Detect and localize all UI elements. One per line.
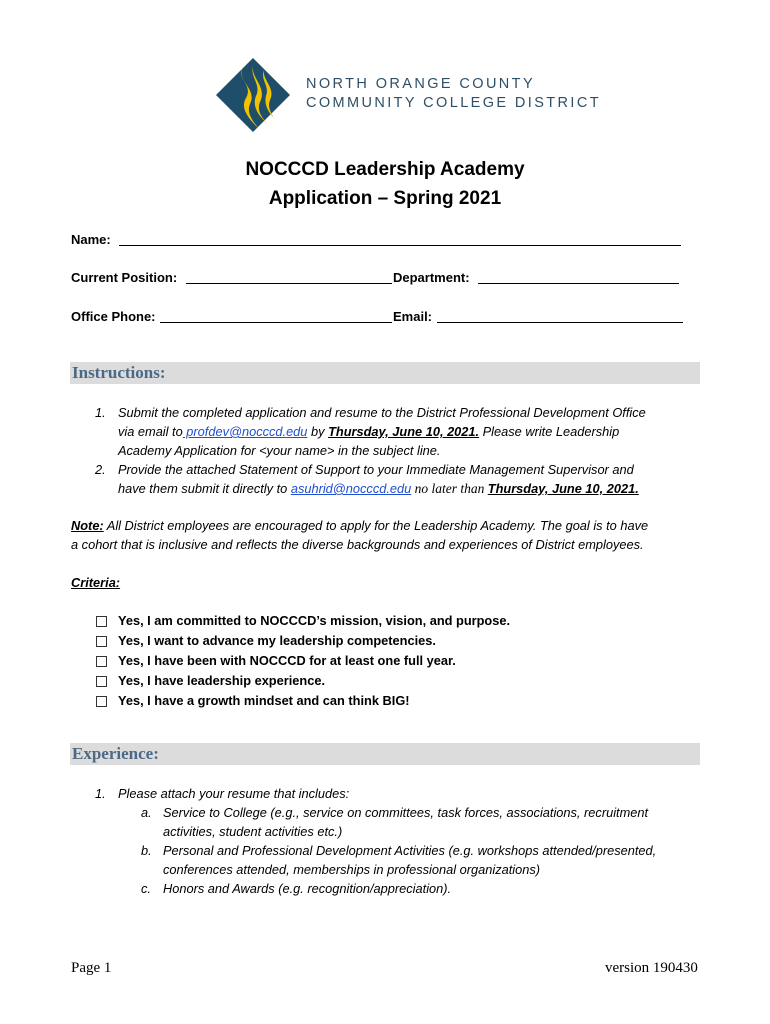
instruction-2-line1: Provide the attached Statement of Support to your Immediate Management Supervisor and xyxy=(118,462,634,477)
name-field[interactable] xyxy=(119,231,681,246)
page-title: NOCCCD Leadership Academy xyxy=(245,159,525,180)
email-field[interactable] xyxy=(437,308,683,323)
experience-item-line2: conferences attended, memberships in professional organizations) xyxy=(163,862,541,877)
district-logo-icon xyxy=(214,56,292,134)
experience-item-line1: Service to College (e.g., service on committees, task forces, associations, recruitment xyxy=(163,805,649,820)
name-label: Name: xyxy=(71,232,111,247)
logo-text-line1: NORTH ORANGE COUNTY xyxy=(306,76,536,92)
instruction-1-line3: Academy Application for <your name> in the subject line. xyxy=(118,443,441,458)
profdev-email-link[interactable]: profdev@nocccd.edu xyxy=(182,424,308,439)
criteria-item-label: Yes, I want to advance my leadership competencies. xyxy=(118,633,436,648)
experience-item-line1: Honors and Awards (e.g. recognition/appreciation). xyxy=(163,881,452,896)
criteria-item xyxy=(96,674,107,692)
experience-item-line1: Personal and Professional Development Activities (e.g. workshops attended/presented, xyxy=(163,843,657,858)
note-label: Note: xyxy=(71,518,104,533)
note-line1: Note: All District employees are encouraged to apply for the Leadership Academy. The goal is to have xyxy=(71,518,649,533)
criteria-item-label: Yes, I have been with NOCCCD for at least one full year. xyxy=(118,653,456,668)
page-subtitle: Application – Spring 2021 xyxy=(268,188,502,209)
criteria-item xyxy=(96,654,107,672)
page-number: Page 1 xyxy=(71,960,112,976)
phone-label: Office Phone: xyxy=(71,309,156,324)
logo-text-line2: COMMUNITY COLLEGE DISTRICT xyxy=(306,95,601,111)
instruction-1-number: 1. xyxy=(95,405,106,420)
checkbox[interactable] xyxy=(96,616,107,627)
criteria-heading: Criteria: xyxy=(71,575,121,590)
experience-heading: Experience: xyxy=(72,744,159,763)
experience-item-line2: activities, student activities etc.) xyxy=(163,824,343,839)
version-label: version 190430 xyxy=(605,960,698,976)
experience-item-letter: c. xyxy=(141,881,151,896)
department-field[interactable] xyxy=(478,269,679,284)
position-field[interactable] xyxy=(186,269,392,284)
checkbox[interactable] xyxy=(96,676,107,687)
checkbox[interactable] xyxy=(96,636,107,647)
instruction-1-line1: Submit the completed application and resume to the District Professional Development Office xyxy=(118,405,646,420)
checkbox[interactable] xyxy=(96,656,107,667)
position-label: Current Position: xyxy=(71,270,178,285)
experience-intro-number: 1. xyxy=(95,786,106,801)
experience-item-letter: a. xyxy=(141,805,152,820)
criteria-item xyxy=(96,694,107,712)
criteria-item-label: Yes, I am committed to NOCCCD’s mission, vision, and purpose. xyxy=(118,613,511,628)
asuhrid-email-link[interactable]: asuhrid@nocccd.edu xyxy=(290,481,412,496)
experience-section-header xyxy=(70,743,700,765)
note-line2: a cohort that is inclusive and reflects the diverse backgrounds and experiences of District employees. xyxy=(71,537,644,552)
criteria-item-label: Yes, I have leadership experience. xyxy=(118,673,325,688)
instruction-2-line2: have them submit it directly to asuhrid@nocccd.edu no later than Thursday, June 10, 2021. xyxy=(118,481,639,496)
checkbox[interactable] xyxy=(96,696,107,707)
instructions-heading: Instructions: xyxy=(72,363,166,382)
experience-intro: Please attach your resume that includes: xyxy=(118,786,350,801)
instructions-section-header xyxy=(70,362,700,384)
phone-field[interactable] xyxy=(160,308,392,323)
instruction-1-line2: via email to profdev@nocccd.edu by Thursday, June 10, 2021. Please write Leadership xyxy=(118,424,620,439)
department-label: Department: xyxy=(393,270,470,285)
instruction-2-number: 2. xyxy=(95,462,106,477)
criteria-item xyxy=(96,614,107,632)
experience-item-letter: b. xyxy=(141,843,152,858)
criteria-item xyxy=(96,634,107,652)
email-label: Email: xyxy=(393,309,433,324)
criteria-item-label: Yes, I have a growth mindset and can think BIG! xyxy=(118,693,410,708)
